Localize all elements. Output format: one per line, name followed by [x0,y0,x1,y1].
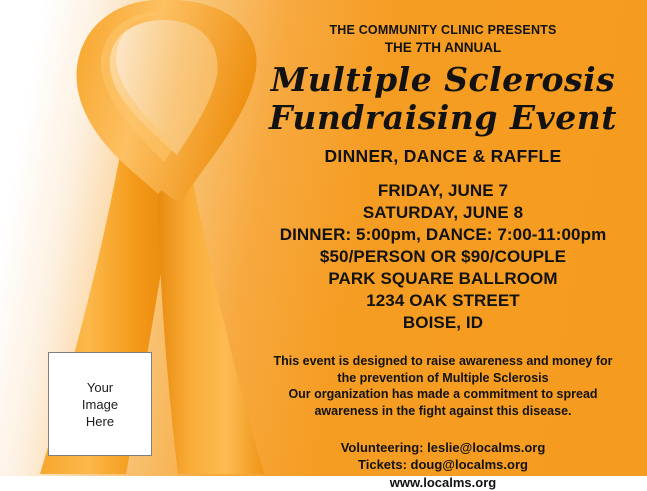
detail-line: PARK SQUARE BALLROOM [328,269,558,288]
description-line: This event is designed to raise awareness and money for [273,354,613,368]
image-placeholder-line3: Here [85,413,115,429]
volunteering-contact[interactable]: Volunteering: leslie@localms.org [340,440,546,455]
description-line: Our organization has made a commitment to spread [288,387,598,401]
event-details [253,180,633,334]
detail-line: FRIDAY, JUNE 7 [377,181,509,200]
image-placeholder-line1: Your [86,379,114,395]
image-placeholder-line2: Image [81,396,119,412]
detail-line: SATURDAY, JUNE 8 [362,203,524,222]
event-description [253,353,633,419]
website-link[interactable]: www.localms.org [389,475,497,490]
event-title-line1: Multiple Sclerosis [270,60,616,99]
detail-line: 1234 OAK STREET [366,291,520,310]
contact-info [253,439,633,491]
detail-line: $50/PERSON OR $90/COUPLE [319,247,567,266]
description-line: awareness in the fight against this disease. [314,403,572,418]
event-subtitle: DINNER, DANCE & RAFFLE [324,146,562,166]
annual-line: THE 7TH ANNUAL [384,40,502,55]
description-line: the prevention of Multiple Sclerosis [337,370,549,385]
detail-line: BOISE, ID [402,313,484,332]
tickets-contact[interactable]: Tickets: doug@localms.org [358,457,528,472]
image-placeholder[interactable] [48,352,152,456]
event-title-line2: Fundraising Event [269,98,617,137]
detail-line: DINNER: 5:00pm, DANCE: 7:00-11:00pm [279,225,607,244]
event-title [253,61,633,137]
flyer-text-column [253,22,633,491]
presenter-line: THE COMMUNITY CLINIC PRESENTS [329,23,557,37]
